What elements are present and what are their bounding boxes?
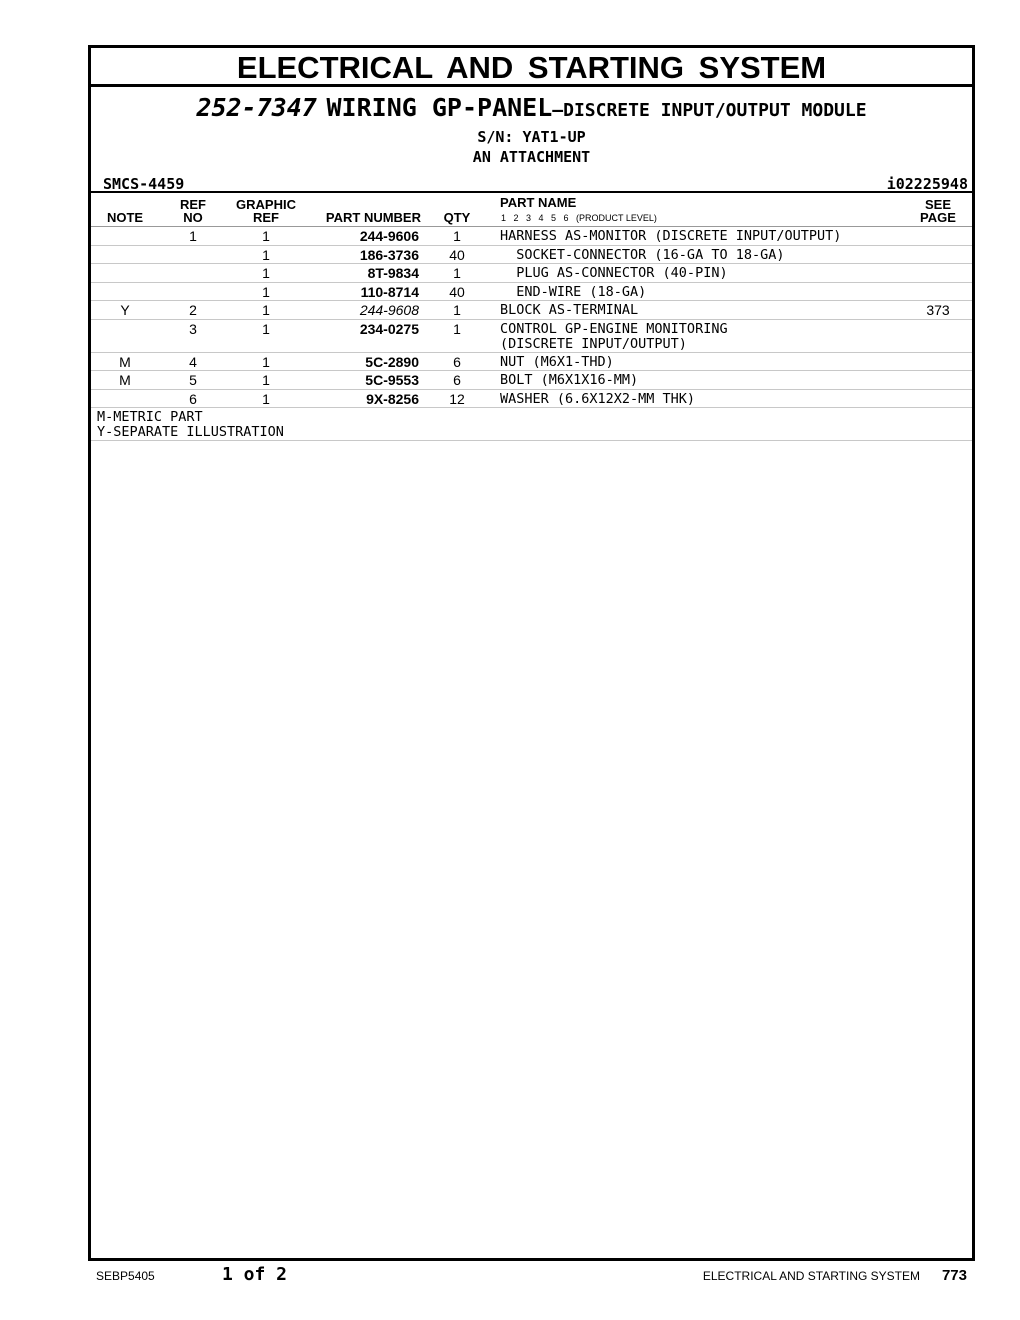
row-ref-no: 5 <box>189 372 197 388</box>
col-product-level: 1 2 3 4 5 6 (PRODUCT LEVEL) <box>501 213 657 223</box>
row-part-name: BLOCK AS-TERMINAL <box>500 302 639 318</box>
group-header <box>91 87 972 193</box>
row-qty: 6 <box>453 372 461 388</box>
row-ref-no: 2 <box>189 302 197 318</box>
row-note: M <box>119 353 131 370</box>
footer-page-of: 1 of 2 <box>222 1264 288 1285</box>
row-part-name: PLUG AS-CONNECTOR (40-PIN) <box>500 265 728 281</box>
col-part-name: PART NAME <box>500 195 577 210</box>
row-graphic-ref: 1 <box>262 228 270 244</box>
col-graphic-ref: GRAPHIC REF <box>236 197 296 225</box>
row-see-page: 373 <box>926 302 950 318</box>
row-part-number: 5C-2890 <box>365 353 419 370</box>
row-part-name: WASHER (6.6X12X2-MM THK) <box>500 390 696 407</box>
group-part-number: 252-7347 <box>196 93 317 122</box>
row-ref-no: 1 <box>189 228 197 244</box>
row-note: Y <box>120 302 130 318</box>
row-graphic-ref: 1 <box>262 265 270 281</box>
col-see-page: SEE PAGE <box>920 197 956 225</box>
row-part-number: 8T-9834 <box>367 265 419 281</box>
row-part-number: 244-9606 <box>359 228 419 244</box>
table-row <box>91 264 972 283</box>
attachment-label: AN ATTACHMENT <box>472 148 591 166</box>
col-ref-no: REF NO <box>180 197 206 225</box>
row-part-number: 186-3736 <box>359 246 419 263</box>
row-part-name: END-WIRE (18-GA) <box>500 283 647 300</box>
row-graphic-ref: 1 <box>262 320 270 337</box>
row-qty: 40 <box>449 283 465 300</box>
row-ref-no: 6 <box>189 390 197 407</box>
table-row <box>91 283 972 302</box>
row-graphic-ref: 1 <box>262 302 270 318</box>
row-graphic-ref: 1 <box>262 390 270 407</box>
row-qty: 1 <box>453 320 461 337</box>
row-part-number: 110-8714 <box>360 283 419 300</box>
footer-section: ELECTRICAL AND STARTING SYSTEM <box>702 1269 920 1283</box>
table-row <box>91 246 972 265</box>
row-note: M <box>119 372 131 388</box>
row-qty: 1 <box>453 228 461 244</box>
notes-legend <box>91 408 972 441</box>
group-title-sub: —DISCRETE INPUT/OUTPUT MODULE <box>552 100 867 121</box>
row-graphic-ref: 1 <box>262 353 270 370</box>
table-row <box>91 371 972 390</box>
parts-table <box>91 227 972 408</box>
row-part-name: BOLT (M6X1X16-MM) <box>500 372 639 388</box>
col-qty: QTY <box>443 210 471 225</box>
col-part-number: PART NUMBER <box>325 210 421 225</box>
row-graphic-ref: 1 <box>262 372 270 388</box>
col-note: NOTE <box>106 210 144 225</box>
note-metric: M-METRIC PART <box>97 409 203 425</box>
table-row <box>91 320 972 353</box>
row-part-name: HARNESS AS-MONITOR (DISCRETE INPUT/OUTPUT) <box>500 228 842 244</box>
section-title: ELECTRICAL AND STARTING SYSTEM <box>91 48 972 87</box>
row-qty: 12 <box>449 390 465 407</box>
table-row <box>91 301 972 320</box>
row-part-number: 234-0275 <box>359 320 419 337</box>
row-ref-no: 3 <box>189 320 197 337</box>
row-part-name: SOCKET-CONNECTOR (16-GA TO 18-GA) <box>500 246 785 263</box>
row-qty: 6 <box>453 353 461 370</box>
row-graphic-ref: 1 <box>262 283 270 300</box>
row-part-number: 9X-8256 <box>366 390 419 407</box>
row-part-number: 5C-9553 <box>365 372 419 388</box>
row-part-name: CONTROL GP-ENGINE MONITORING (DISCRETE INPUT/OUTPUT) <box>500 320 728 352</box>
page-frame <box>88 45 975 1261</box>
table-row <box>91 353 972 372</box>
smcs-code: SMCS-4459 <box>103 175 185 193</box>
row-part-name: NUT (M6X1-THD) <box>500 353 614 370</box>
row-ref-no: 4 <box>189 353 197 370</box>
document-id: i02225948 <box>886 175 968 193</box>
serial-number: S/N: YAT1-UP <box>477 128 586 146</box>
group-title-main: WIRING GP-PANEL <box>326 93 553 122</box>
note-separate-illustration: Y-SEPARATE ILLUSTRATION <box>97 424 284 440</box>
row-part-number: 244-9608 <box>359 302 419 318</box>
row-qty: 40 <box>449 246 465 263</box>
row-qty: 1 <box>453 265 461 281</box>
group-title <box>91 93 972 122</box>
table-row <box>91 227 972 246</box>
footer-page-number: 773 <box>941 1267 967 1284</box>
row-graphic-ref: 1 <box>262 246 270 263</box>
row-qty: 1 <box>453 302 461 318</box>
column-headers <box>91 193 972 227</box>
footer-doc-number: SEBP5405 <box>96 1269 155 1283</box>
table-row <box>91 390 972 409</box>
